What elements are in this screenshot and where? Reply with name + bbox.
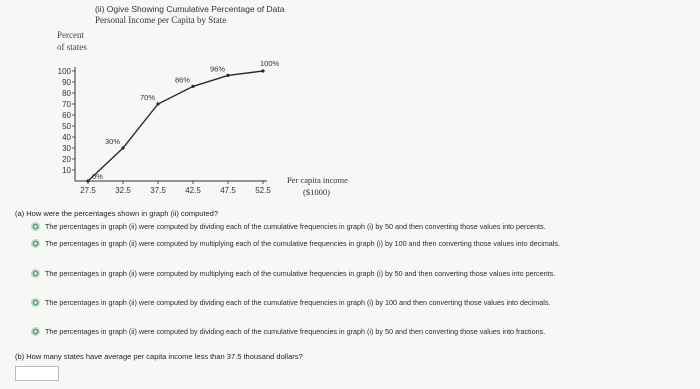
data-label: 30%: [105, 137, 121, 146]
x-tick-label: 37.5: [150, 186, 166, 195]
data-point: [156, 102, 159, 105]
option-a-3[interactable]: [31, 268, 686, 279]
y-tick-label: 10: [62, 166, 71, 175]
x-tick-label: 42.5: [185, 186, 201, 195]
data-point: [121, 146, 124, 149]
radio-button[interactable]: [31, 239, 40, 248]
y-axis-label-line-2: of states: [57, 42, 87, 52]
data-label: 100%: [260, 59, 280, 68]
y-tick-label: 100: [57, 67, 71, 76]
data-label: 70%: [140, 93, 156, 102]
option-a-3-text: The percentages in graph (ii) were computed by multiplying each of the cumulative frequencies in graph (i) by 50 and then converting those values into percents.: [45, 269, 556, 278]
option-a-2-text: The percentages in graph (ii) were computed by multiplying each of the cumulative frequencies in graph (i) by 100 and then converting those values into decimals.: [45, 239, 560, 248]
question-b-prompt: (b) How many states have average per capita income less than 37.5 thousand dollars?: [15, 352, 303, 361]
y-tick-label: 40: [62, 133, 71, 142]
data-label: 0%: [92, 172, 103, 181]
question-a-prompt: (a) How were the percentages shown in graph (ii) computed?: [15, 209, 219, 218]
data-point: [191, 85, 194, 88]
cumulative-series-line: [88, 71, 263, 181]
y-tick-label: 70: [62, 100, 71, 109]
x-axis-label-line-2: ($1000): [303, 187, 330, 197]
data-point: [86, 179, 89, 182]
y-tick-label: 90: [62, 78, 71, 87]
y-tick-label: 20: [62, 155, 71, 164]
option-a-5[interactable]: [31, 326, 686, 337]
option-a-5-text: The percentages in graph (ii) were computed by dividing each of the cumulative frequencies in graph (i) by 50 and then converting those values into fractions.: [45, 327, 546, 336]
option-a-2[interactable]: [31, 238, 686, 249]
option-a-1[interactable]: [31, 221, 686, 232]
option-a-1-text: The percentages in graph (ii) were computed by dividing each of the cumulative frequencies in graph (i) by 50 and then converting those values into percents.: [45, 222, 546, 231]
x-tick-label: 47.5: [220, 186, 236, 195]
y-axis-label-line-1: Percent: [57, 30, 84, 40]
option-a-4-text: The percentages in graph (ii) were computed by dividing each of the cumulative frequencies in graph (i) by 100 and then converting those values into decimals.: [45, 298, 551, 307]
x-axis-label-line-1: Per capita income: [287, 175, 348, 185]
chart-title: (ii) Ogive Showing Cumulative Percentage of Data: [95, 4, 285, 14]
data-point: [226, 74, 229, 77]
x-tick-label: 52.5: [255, 186, 271, 195]
y-tick-label: 80: [62, 89, 71, 98]
chart-subtitle: Personal Income per Capita by State: [95, 15, 227, 25]
x-tick-label: 27.5: [80, 186, 96, 195]
data-label: 86%: [175, 75, 191, 85]
radio-button[interactable]: [31, 327, 40, 336]
radio-button[interactable]: [31, 222, 40, 231]
answer-input[interactable]: [15, 366, 59, 381]
y-tick-label: 50: [62, 122, 71, 131]
y-tick-label: 60: [62, 111, 71, 120]
option-a-4[interactable]: [31, 297, 686, 308]
y-tick-label: 30: [62, 144, 71, 153]
radio-button[interactable]: [31, 269, 40, 278]
x-tick-label: 32.5: [115, 186, 131, 195]
data-point: [261, 69, 264, 72]
radio-button[interactable]: [31, 298, 40, 307]
data-label: 96%: [210, 64, 226, 74]
